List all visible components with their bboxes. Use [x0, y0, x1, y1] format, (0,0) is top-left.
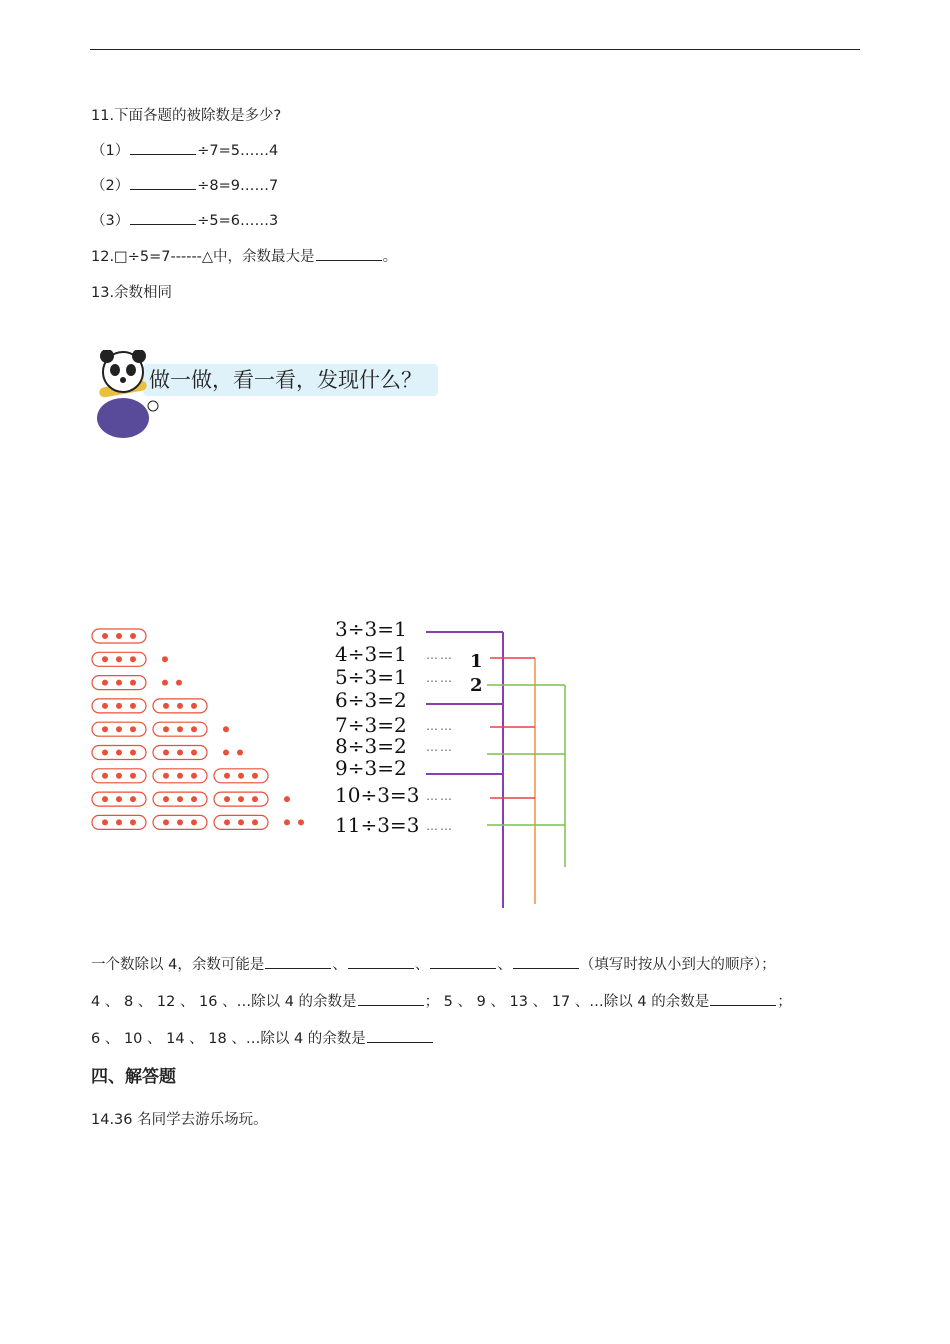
dot: [116, 819, 122, 825]
dot: [130, 703, 136, 709]
q11-item-2: （2） ÷8=9……7: [91, 178, 279, 194]
extra-dot: [298, 819, 304, 825]
dot: [224, 819, 230, 825]
equation-6: 8÷3=2: [335, 734, 407, 758]
dot: [130, 773, 136, 779]
extra-dot: [176, 680, 182, 686]
dot: [102, 726, 108, 732]
dot: [130, 633, 136, 639]
q13-line-2: 4 、 8 、 12 、 16 、…除以 4 的余数是 ； 5 、 9 、 13 、 17 、…除以 4 的余数是 ；: [91, 994, 792, 1010]
dot: [238, 773, 244, 779]
dot: [163, 750, 169, 756]
extra-dot: [237, 750, 243, 756]
section-4-title: 四、解答题: [91, 1067, 176, 1087]
q11-title: 11.下面各题的被除数是多少?: [91, 108, 282, 124]
q13-title: 13.余数相同: [91, 285, 173, 301]
ellipsis: ……: [426, 740, 454, 754]
remainder-label-2: 2: [470, 675, 483, 696]
equation-7: 9÷3=2: [335, 756, 407, 780]
answer-blank[interactable]: [513, 956, 579, 969]
panda-banner: [93, 350, 438, 440]
remainder-label-1: 1: [470, 651, 483, 672]
dot: [191, 773, 197, 779]
dot: [116, 703, 122, 709]
dot: [191, 819, 197, 825]
answer-blank[interactable]: [367, 1030, 433, 1043]
answer-blank[interactable]: [710, 993, 776, 1006]
ellipsis: ……: [426, 671, 454, 685]
q12: 12.□÷5=7------△中，余数最大是 。: [91, 249, 398, 265]
dot: [224, 773, 230, 779]
equation-9: 11÷3=3: [335, 813, 420, 837]
dot: [177, 773, 183, 779]
dot: [116, 680, 122, 686]
dot: [163, 773, 169, 779]
dots-figure: [90, 622, 320, 837]
dot: [116, 750, 122, 756]
dot: [102, 773, 108, 779]
dot: [102, 703, 108, 709]
dot: [130, 680, 136, 686]
dot: [163, 726, 169, 732]
dot: [102, 796, 108, 802]
dot: [191, 750, 197, 756]
extra-dot: [284, 796, 290, 802]
dot: [252, 773, 258, 779]
extra-dot: [162, 656, 168, 662]
ellipsis: ……: [426, 789, 454, 803]
q13-line-1: 一个数除以 4，余数可能是 、 、 、 （填写时按从小到大的顺序）；: [91, 957, 776, 973]
extra-dot: [284, 819, 290, 825]
dot: [130, 750, 136, 756]
answer-blank[interactable]: [130, 177, 196, 190]
answer-blank[interactable]: [265, 956, 331, 969]
dot: [130, 819, 136, 825]
q11-item-1: （1） ÷7=5……4: [91, 143, 279, 159]
banner-text: 做一做，看一看，发现什么？: [149, 368, 422, 392]
dot: [116, 796, 122, 802]
answer-blank[interactable]: [130, 142, 196, 155]
ellipsis: ……: [426, 719, 454, 733]
answer-blank[interactable]: [348, 956, 414, 969]
dot: [252, 819, 258, 825]
ellipsis: ……: [426, 819, 454, 833]
dot: [191, 726, 197, 732]
q13-line-3: 6 、 10 、 14 、 18 、…除以 4 的余数是: [91, 1027, 434, 1048]
dot: [116, 726, 122, 732]
dot: [163, 796, 169, 802]
extra-dot: [223, 750, 229, 756]
dot: [130, 726, 136, 732]
dot: [163, 819, 169, 825]
header-rule: [90, 49, 860, 50]
answer-blank[interactable]: [130, 212, 196, 225]
answer-blank[interactable]: [358, 993, 424, 1006]
equations-figure: [330, 612, 580, 912]
equation-8: 10÷3=3: [335, 783, 420, 807]
dot: [177, 796, 183, 802]
dot: [191, 796, 197, 802]
dot: [177, 750, 183, 756]
dot: [177, 819, 183, 825]
dot: [163, 703, 169, 709]
dot: [102, 656, 108, 662]
q14: 14.36 名同学去游乐场玩。: [91, 1112, 268, 1128]
dot: [130, 796, 136, 802]
dot: [252, 796, 258, 802]
dot: [238, 819, 244, 825]
equation-2: 4÷3=1: [335, 642, 407, 666]
equation-3: 5÷3=1: [335, 665, 407, 689]
dot: [116, 633, 122, 639]
equation-4: 6÷3=2: [335, 688, 407, 712]
extra-dot: [162, 680, 168, 686]
dot: [177, 703, 183, 709]
dot: [102, 819, 108, 825]
q11-item-3: （3） ÷5=6……3: [91, 213, 279, 229]
dot: [238, 796, 244, 802]
answer-blank[interactable]: [430, 956, 496, 969]
answer-blank[interactable]: [316, 248, 382, 261]
dot: [130, 656, 136, 662]
dot: [191, 703, 197, 709]
dot: [116, 773, 122, 779]
equation-1: 3÷3=1: [335, 617, 407, 641]
equation-5: 7÷3=2: [335, 713, 407, 737]
dot: [177, 726, 183, 732]
ellipsis: ……: [426, 648, 454, 662]
extra-dot: [223, 726, 229, 732]
dot: [102, 633, 108, 639]
dot: [102, 680, 108, 686]
dot: [224, 796, 230, 802]
dot: [116, 656, 122, 662]
dot: [102, 750, 108, 756]
